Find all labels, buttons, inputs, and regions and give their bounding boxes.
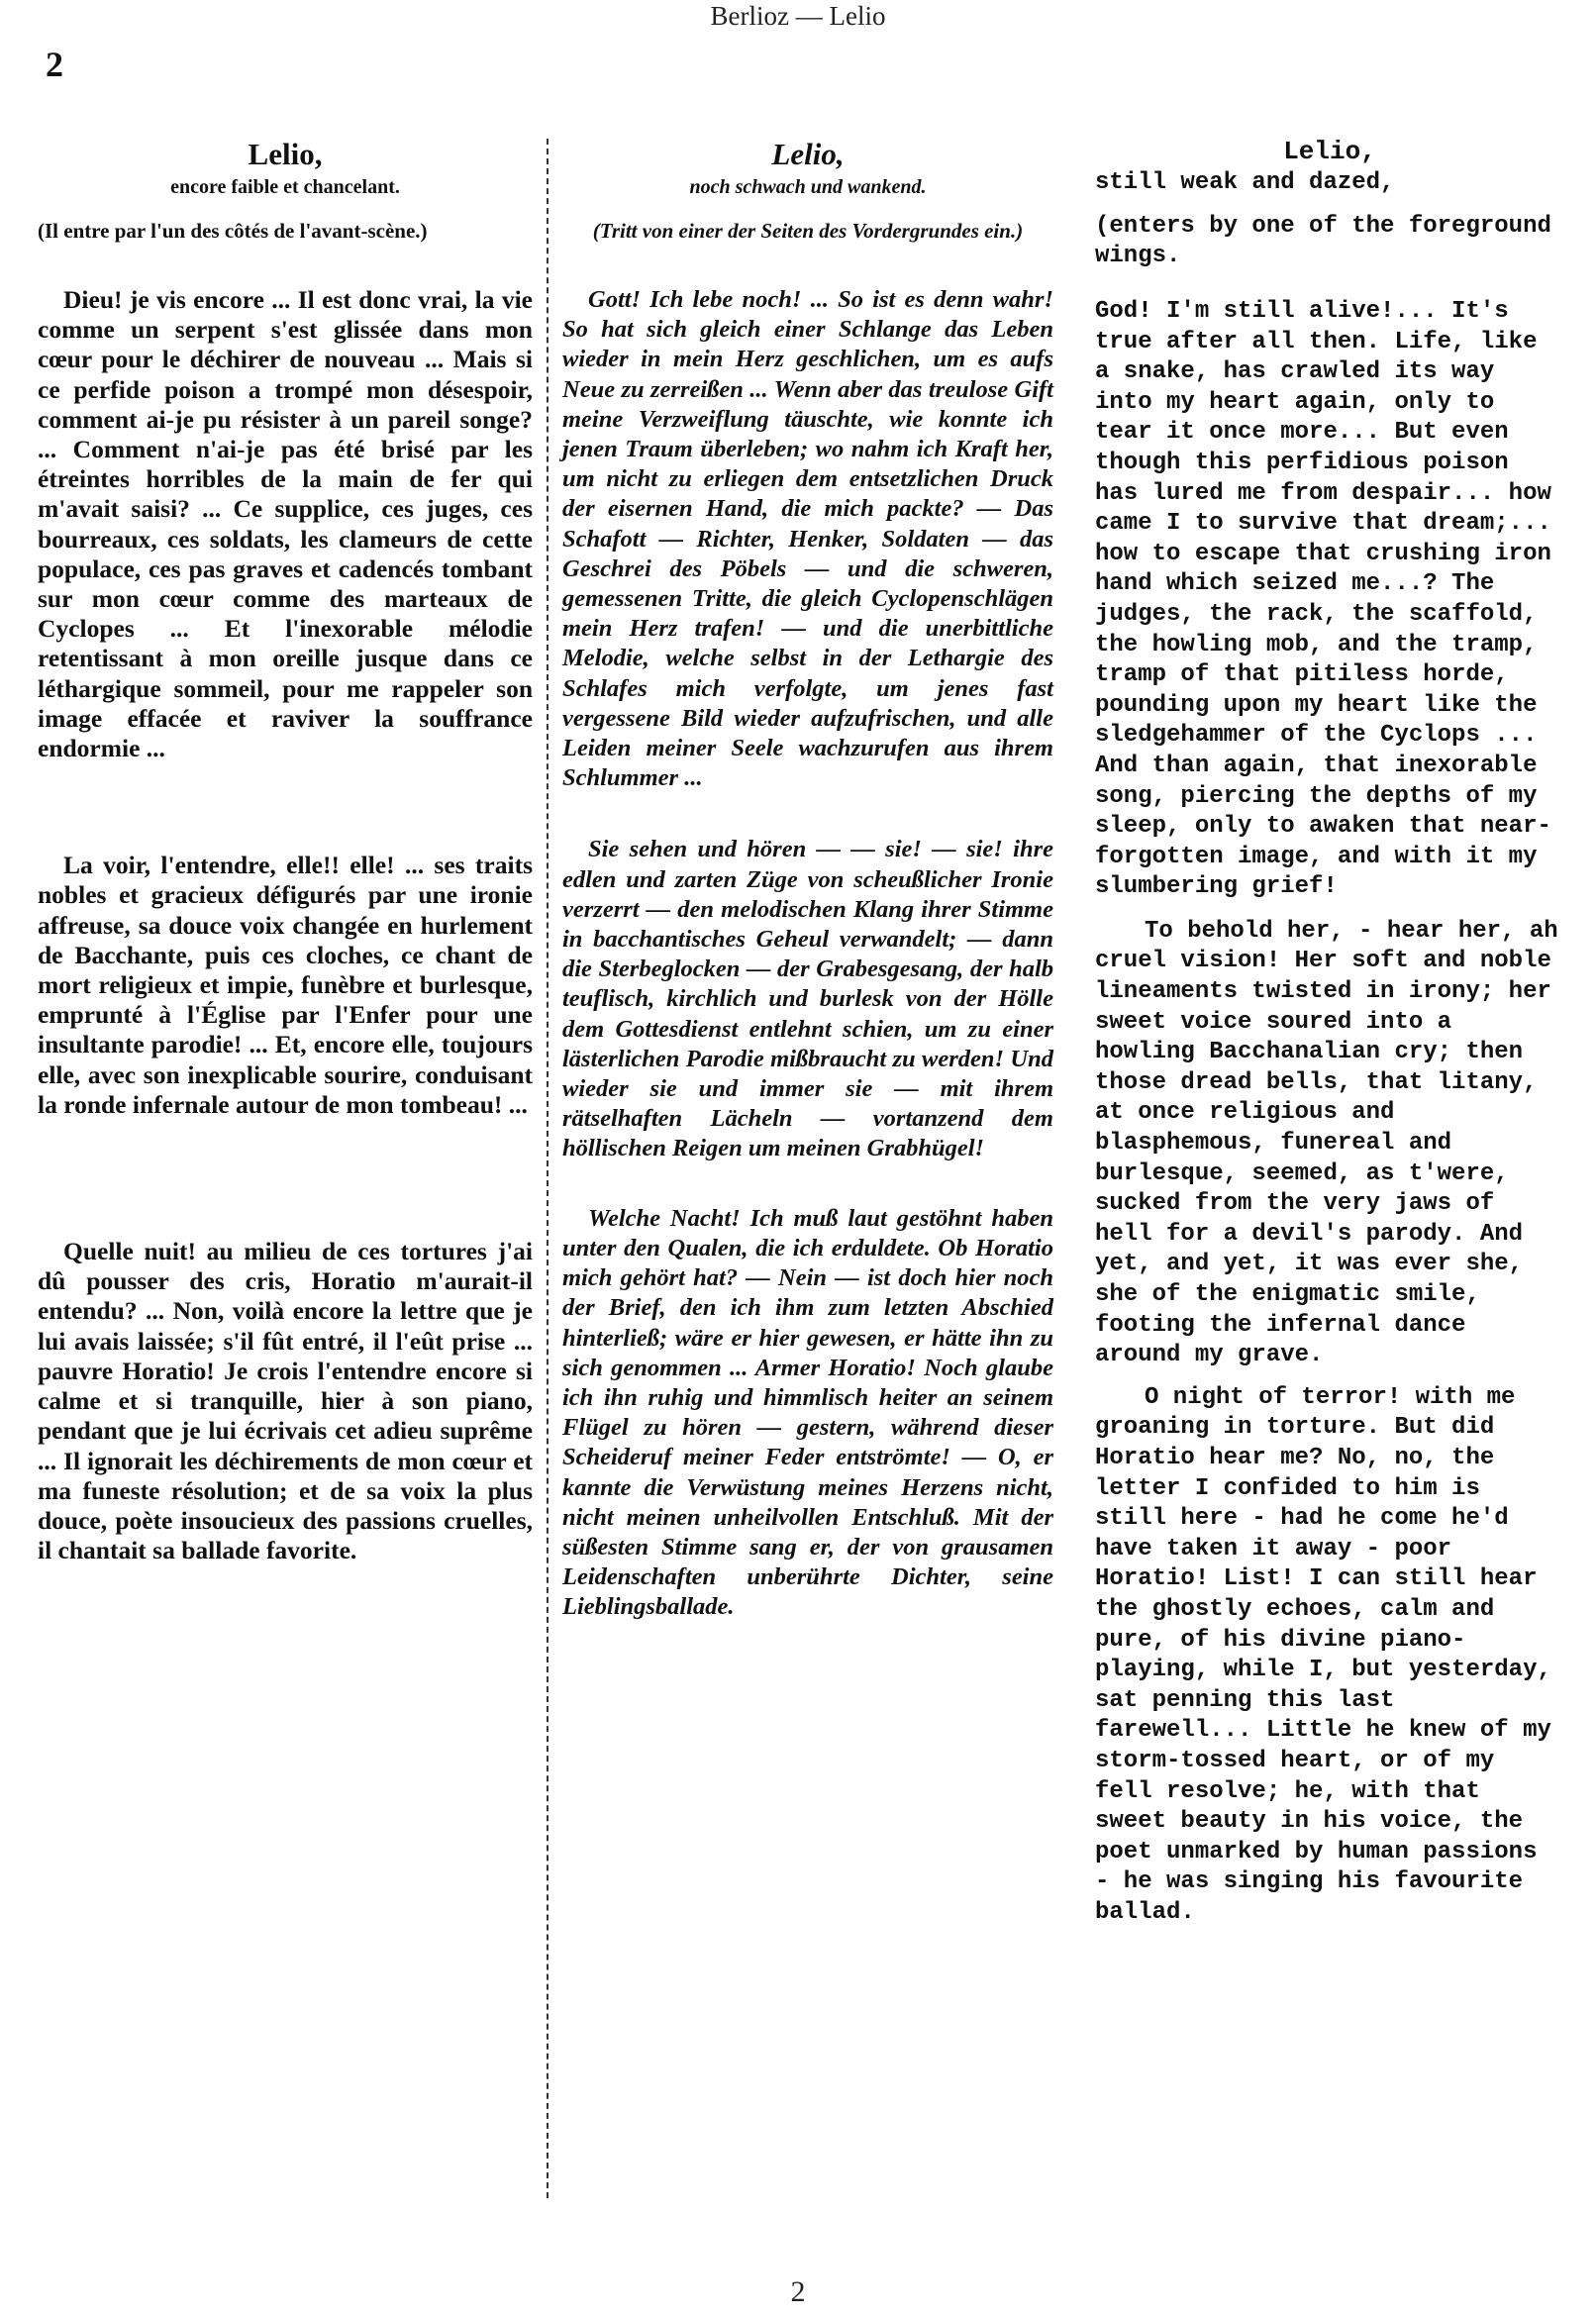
french-paragraph-2: La voir, l'entendre, elle!! elle! ... ses traits nobles et gracieux défigurés par une ironie affreuse, sa douce voix changée en hurlement de Bacchante, puis ces cloches, ce chant de mort religieux et impie, funèbre et burlesque, emprunté à l'Église par l'Enfer pour une insultante parodie! ... Et, encore elle, toujours elle, avec son inexplicable sourire, conduisant la ronde infernale autour de mon tombeau! ...	[38, 851, 533, 1119]
english-role-name: Lelio,	[1283, 137, 1376, 166]
page-number-bottom: 2	[790, 2275, 806, 2308]
german-role-name: Lelio,	[771, 137, 845, 171]
french-role-name: Lelio,	[248, 137, 323, 171]
page-number-top: 2	[46, 45, 63, 84]
french-paragraph-1: Dieu! je vis encore ... Il est donc vrai, la vie comme un serpent s'est glissée dans mon cœur pour le déchirer de nouveau ... Mais si ce perfide poison a trompé mon désespoir, comment ai-je pu résister à un pareil songe? ... Comment n'ai-je pas été brisé par les étreintes horribles de la main de fer qui m'avait saisi? ... Ce supplice, ces juges, ces bourreaux, ces soldats, les clameurs de cette populace, ces pas graves et cadencés tombant sur mon cœur comme des marteaux de Cyclopes ... Et l'inexorable mélodie retentissant à mon oreille jusque dans ce léthargique sommeil, pour me rappeler son image effacée et raviver la souffrance endormie ...	[38, 285, 533, 763]
french-paragraph-3: Quelle nuit! au milieu de ces tortures j'ai dû pousser des cris, Horatio m'aurait-il entendu? ... Non, voilà encore la lettre que je lui avais laissée; s'il fût entré, il l'eût prise ... pauvre Horatio! Je crois l'entendre encore si calme et si tranquille, hier à son piano, pendant que je lui écrivais cet adieu suprême ... Il ignorait les déchirements de mon cœur et ma funeste résolution; et de sa voix la plus douce, poète insoucieux des passions cruelles, il chantait sa ballade favorite.	[38, 1237, 533, 1565]
german-paragraph-2: Sie sehen und hören — — sie! — sie! ihre edlen und zarten Züge von scheußlicher Ironie verzerrt — den melodischen Klang ihrer Stimme in bacchantisches Geheul verwandelt; — dann die Sterbeglocken — der Grabesgesang, der halb teuflisch, kirchlich und burlesk von der Hölle dem Gottesdienst entlehnt schien, um zu einer lästerlichen Parodie mißbraucht zu werden! Und wieder sie und immer sie — mit ihrem rätselhaften Lächeln — vortanzend dem höllischen Reigen um meinen Grabhügel!	[562, 836, 1053, 1162]
page-header-title: Berlioz — Lelio	[710, 1, 886, 31]
english-paragraph-1: God! I'm still alive!... It's true after all then. Life, like a snake, has crawled its way into my heart again, only to tear it once more... But even though this perfidious poison has lured me from despair... how came I to survive that dream;... how to escape that crushing iron hand which seized me...? The judges, the rack, the scaffold, the howling mob, and the tramp, tramp of that pitiless horde, pounding upon my heart like the sledgehammer of the Cyclops ... And than again, that inexorable song, piercing the depths of my sleep, only to awaken that near-forgotten image, and with it my slumbering grief!	[1095, 298, 1551, 901]
french-role-note: encore faible et chancelant.	[170, 176, 400, 198]
german-stage-direction: (Tritt von einer der Seiten des Vordergrundes ein.)	[592, 219, 1024, 243]
english-paragraph-2: To behold her, - hear her, ah cruel vision! Her soft and noble lineaments twisted in irony; her sweet voice soured into a howling Bacchanalian cry; then those dread bells, that litany, at once religious and blasphemous, funereal and burlesque, seemed, as t'were, sucked from the very jaws of hell for a devil's parody. And yet, and yet, it was ever she, she of the enigmatic smile, footing the infernal dance around my grave.	[1095, 917, 1558, 1369]
french-stage-direction: (Il entre par l'un des côtés de l'avant-scène.)	[38, 219, 428, 243]
column-divider	[547, 139, 549, 2198]
german-paragraph-1: Gott! Ich lebe noch! ... So ist es denn wahr! So hat sich gleich einer Schlange das Leben wieder in mein Herz geschlichen, um es aufs Neue zu zerreißen ... Wenn aber das treulose Gift meine Verzweiflung täuschte, wie konnte ich jenen Traum überleben; wo nahm ich Kraft her, um nicht zu erliegen dem entsetzlichen Druck der eisernen Hand, die mich packte? — Das Schafott — Richter, Henker, Soldaten — das Geschrei des Pöbels — und die schweren, gemessenen Tritte, die gleich Cyclopenschlägen mein Herz trafen! — und die unerbittliche Melodie, welche selbst in der Lethargie des Schlafes mich verfolgte, um jenes fast vergessene Bild wieder aufzufrischen, und alle Leiden meiner Seele wachzurufen aus ihrem Schlummer ...	[562, 286, 1053, 792]
english-role-note: still weak and dazed,	[1095, 169, 1395, 196]
german-column	[562, 137, 1053, 1623]
english-stage-direction: (enters by one of the foreground wings.	[1095, 213, 1551, 269]
german-paragraph-3: Welche Nacht! Ich muß laut gestöhnt haben unter den Qualen, die ich erduldete. Ob Horatio mich gehört hat? — Nein — ist doch hier noch der Brief, den ich ihm zum letzten Abschied hinterließ; wäre er hier gewesen, er hätte ihn zu sich genommen ... Armer Horatio! Noch glaube ich ihn ruhig und himmlisch heiter an seinem Flügel zu hören — gestern, während dieser Scheideruf meiner Feder entströmte! — O, er kannte die Verwüstung meines Herzens nicht, nicht meinen unheilvollen Entschluß. Mit der süßesten Stimme sang er, der von grausamen Leidenschaften unberührte Dichter, seine Lieblingsballade.	[562, 1204, 1053, 1621]
english-paragraph-3: O night of terror! with me groaning in torture. But did Horatio hear me? No, no, the letter I confided to him is still here - had he come he'd have taken it away - poor Horatio! List! I can still hear the ghostly echoes, calm and pure, of his divine piano-playing, while I, but yesterday, sat penning this last farewell... Little he knew of my storm-tossed heart, or of my fell resolve; he, with that sweet beauty in his voice, the poet unmarked by human passions - he was singing his favourite ballad.	[1095, 1383, 1551, 1926]
english-column	[1095, 137, 1564, 1928]
french-column	[38, 137, 533, 1565]
german-role-note: noch schwach und wankend.	[689, 176, 927, 198]
